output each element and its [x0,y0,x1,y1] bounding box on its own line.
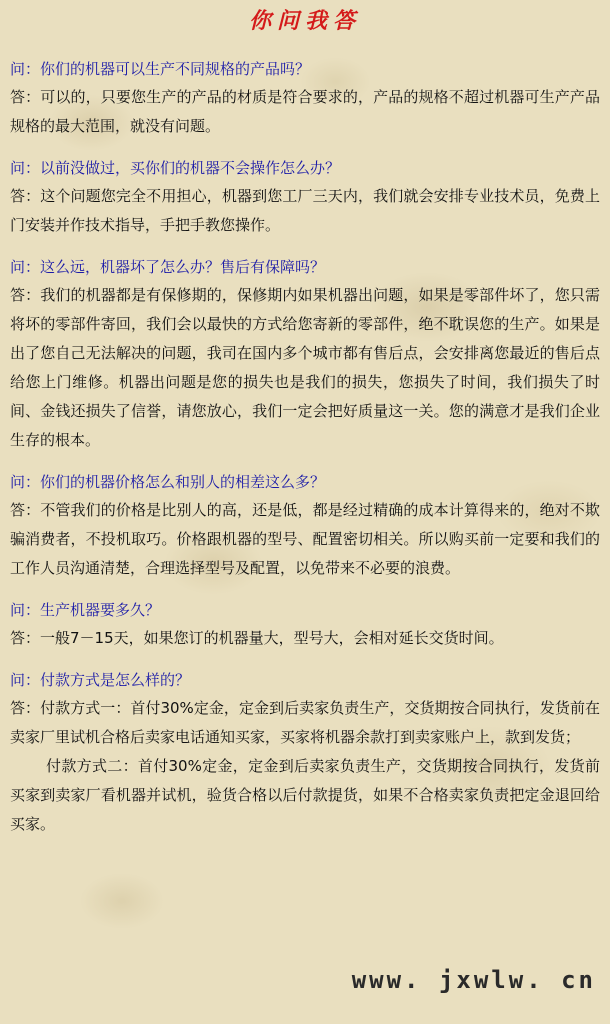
faq-question: 问：这么远，机器坏了怎么办？售后有保障吗？ [10,258,326,276]
faq-question: 问：你们的机器可以生产不同规格的产品吗？ [10,60,311,78]
faq-item [10,596,600,653]
faq-answer [10,694,600,839]
faq-answer [10,83,600,141]
faq-item [10,154,600,240]
faq-answer [10,496,600,583]
faq-item [10,666,600,839]
faq-answer-paragraph: 答：付款方式一：首付30%定金，定金到后卖家负责生产，交货期按合同执行，发货前在卖家厂里试机合格后卖家电话通知买家，买家将机器余款打到卖家账户上，款到发货； [10,699,601,746]
faq-item [10,55,600,141]
faq-question: 问：你们的机器价格怎么和别人的相差这么多？ [10,473,326,491]
faq-list [10,55,600,852]
faq-answer [10,281,600,455]
faq-answer-paragraph: 付款方式二：首付30%定金，定金到后卖家负责生产，交货期按合同执行，发货前买家到卖家厂看机器并试机，验货合格以后付款提货，如果不合格卖家负责把定金退回给买家。 [10,757,600,833]
faq-item [10,253,600,455]
faq-answer [10,182,600,240]
faq-answer-paragraph: 答：这个问题您完全不用担心，机器到您工厂三天内，我们就会安排专业技术员，免费上门安装并作技术指导，手把手教您操作。 [10,187,600,234]
faq-item [10,468,600,583]
faq-answer-paragraph: 答：可以的，只要您生产的产品的材质是符合要求的，产品的规格不超过机器可生产产品规格的最大范围，就没有问题。 [10,88,600,135]
faq-question: 问：生产机器要多久？ [10,601,161,619]
faq-question: 问：付款方式是怎么样的？ [10,671,191,689]
faq-question: 问：以前没做过，买你们的机器不会操作怎么办？ [10,159,341,177]
faq-answer [10,624,600,653]
footer-website-url: www. jxwlw. cn [351,966,596,994]
faq-answer-paragraph: 答：一般7－15天，如果您订的机器量大，型号大，会相对延长交货时间。 [10,629,504,647]
faq-answer-paragraph: 答：我们的机器都是有保修期的，保修期内如果机器出问题，如果是零部件坏了，您只需将坏的零部件寄回，我们会以最快的方式给您寄新的零部件，绝不耽误您的生产。如果是出了您自己无法解决的问题，我司在国内多个城市都有售后点，会安排离您最近的售后点给您上门维修。机器出问题是您的损失也是我们的损失，您损失了时间，我们损失了时间、金钱还损失了信誉，请您放心，我们一定会把好质量这一关。您的满意才是我们企业生存的根本。 [10,286,600,449]
faq-answer-paragraph: 答：不管我们的价格是比别人的高，还是低，都是经过精确的成本计算得来的，绝对不欺骗消费者，不投机取巧。价格跟机器的型号、配置密切相关。所以购买前一定要和我们的工作人员沟通清楚，合理选择型号及配置，以免带来不必要的浪费。 [10,501,600,577]
page-title: 你问我答 [248,8,361,34]
